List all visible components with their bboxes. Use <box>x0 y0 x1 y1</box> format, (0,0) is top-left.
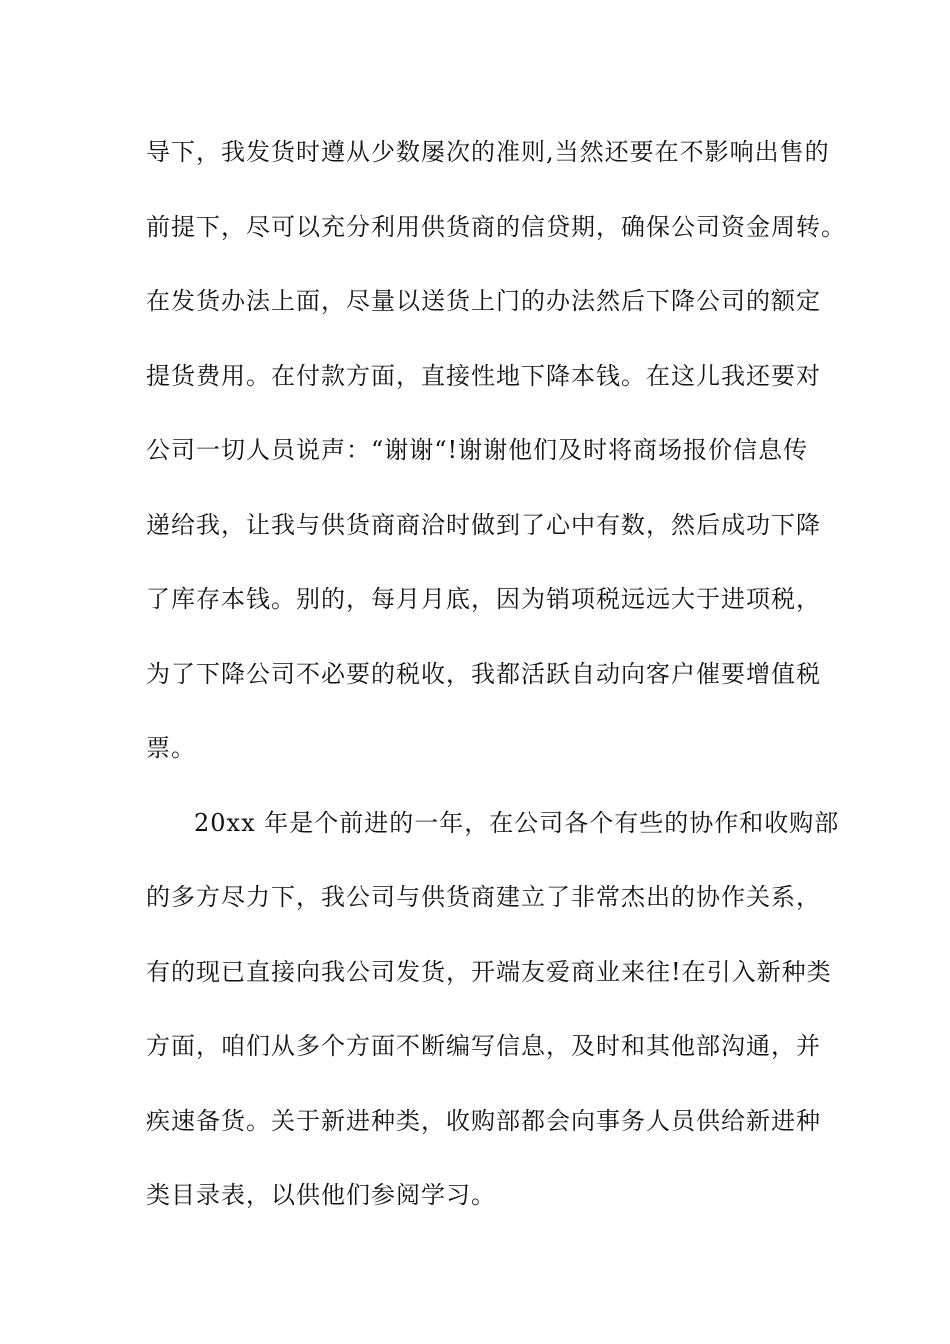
paragraph-2-line-6: 类目录表，以供他们参阅学习。 <box>146 1181 496 1209</box>
paragraph-2-line-3: 有的现已直接向我公司发货，开端友爱商业来往!在引入新种类 <box>146 958 832 986</box>
paragraph-1-line-5: 公司一切人员说声：“谢谢“!谢谢他们及时将商场报价信息传 <box>146 436 809 464</box>
paragraph-1-line-6: 递给我，让我与供货商商洽时做到了心中有数，然后成功下降 <box>146 511 821 539</box>
paragraph-2-line-4: 方面，咱们从多个方面不断编写信息，及时和其他部沟通，并 <box>146 1032 821 1060</box>
paragraph-2-line-2: 的多方尽力下，我公司与供货商建立了非常杰出的协作关系， <box>146 883 821 911</box>
paragraph-2-line-5: 疾速备货。关于新进种类，收购部都会向事务人员供给新进种 <box>146 1107 821 1135</box>
paragraph-2-line-1: 20xx 年是个前进的一年，在公司各个有些的协作和收购部 <box>194 809 840 837</box>
paragraph-1-line-2: 前提下，尽可以充分利用供货商的信贷期，确保公司资金周转。 <box>146 213 846 241</box>
paragraph-1-line-4: 提货费用。在付款方面，直接性地下降本钱。在这儿我还要对 <box>146 362 821 390</box>
paragraph-1-line-3: 在发货办法上面，尽量以送货上门的办法然后下降公司的额定 <box>146 287 821 315</box>
paragraph-1-line-9: 票。 <box>146 734 196 762</box>
paragraph-1-line-8: 为了下降公司不必要的税收，我都活跃自动向客户催要增值税 <box>146 660 821 688</box>
paragraph-1-line-1: 导下，我发货时遵从少数屡次的准则,当然还要在不影响出售的 <box>146 138 830 166</box>
paragraph-1-line-7: 了库存本钱。别的，每月月底，因为销项税远远大于进项税， <box>146 585 821 613</box>
